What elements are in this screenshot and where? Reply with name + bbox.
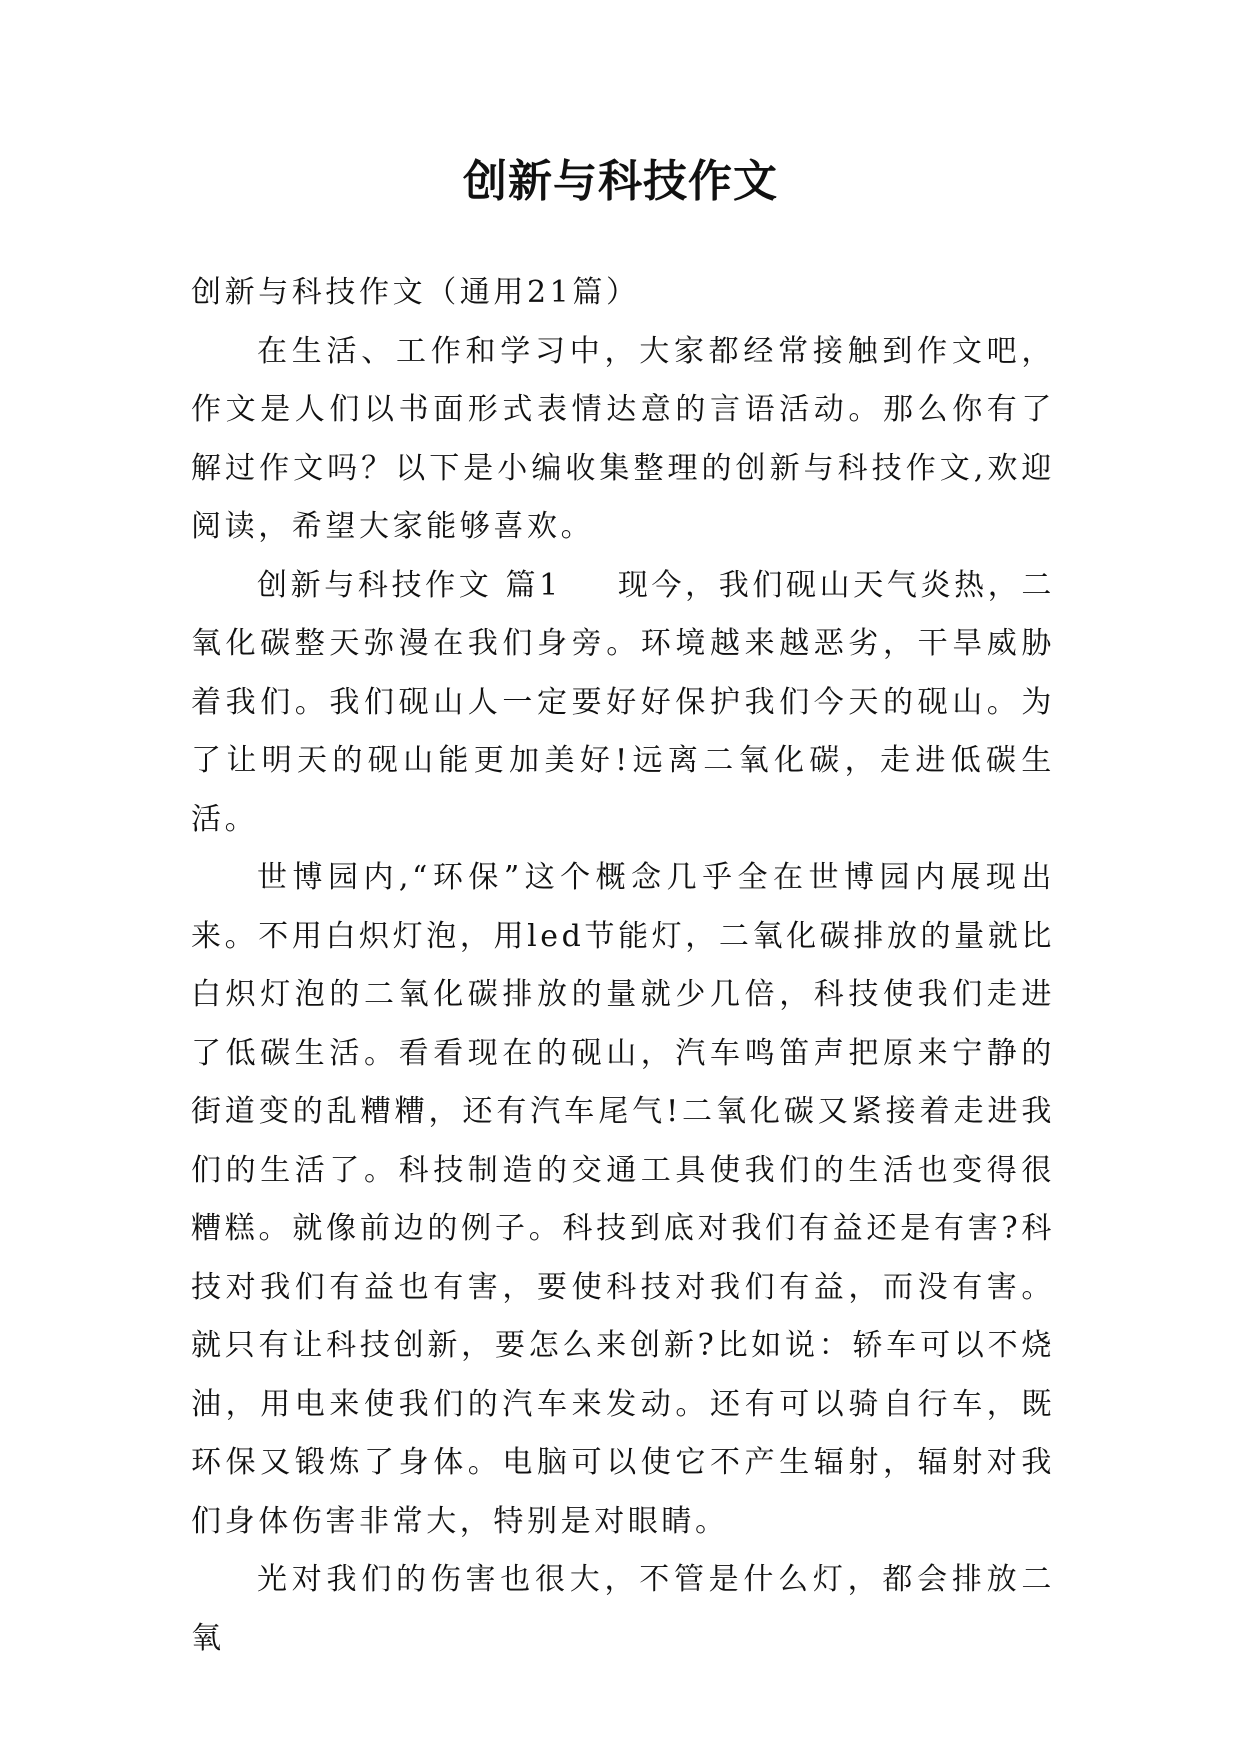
- section-1-paragraph-1-text: 现今，我们砚山天气炎热，二氧化碳整天弥漫在我们身旁。环境越来越恶劣，干旱威胁着我们。我们砚山人一定要好好保护我们今天的砚山。为了让明天的砚山能更加美好!远离二氧化碳，走进低碳生活。: [191, 567, 1055, 837]
- document-subtitle: 创新与科技作文（通用21篇）: [191, 275, 640, 310]
- document-body: [191, 264, 1055, 1668]
- section-1-paragraph-3: 光对我们的伤害也很大，不管是什么灯，都会排放二氧: [191, 1562, 1055, 1656]
- section-1-paragraph-2: 世博园内,“环保”这个概念几乎全在世博园内展现出来。不用白炽灯泡，用led节能灯，二氧化碳排放的量就比白炽灯泡的二氧化碳排放的量就少几倍，科技使我们走进了低碳生活。看看现在的砚山，汽车鸣笛声把原来宁静的街道变的乱糟糟，还有汽车尾气!二氧化碳又紧接着走进我们的生活了。科技制造的交通工具使我们的生活也变得很糟糕。就像前边的例子。科技到底对我们有益还是有害?科技对我们有益也有害，要使科技对我们有益，而没有害。就只有让科技创新，要怎么来创新?比如说：轿车可以不烧油，用电来使我们的汽车来发动。还有可以骑自行车，既环保又锻炼了身体。电脑可以使它不产生辐射，辐射对我们身体伤害非常大，特别是对眼睛。: [191, 860, 1055, 1539]
- document-title: 创新与科技作文: [463, 156, 778, 207]
- section-1-heading: 创新与科技作文 篇1: [257, 567, 562, 603]
- section-1-paragraph-1: [191, 557, 1055, 850]
- intro-paragraph: 在生活、工作和学习中，大家都经常接触到作文吧，作文是人们以书面形式表情达意的言语活动。那么你有了解过作文吗？以下是小编收集整理的创新与科技作文,欢迎阅读，希望大家能够喜欢。: [191, 333, 1055, 544]
